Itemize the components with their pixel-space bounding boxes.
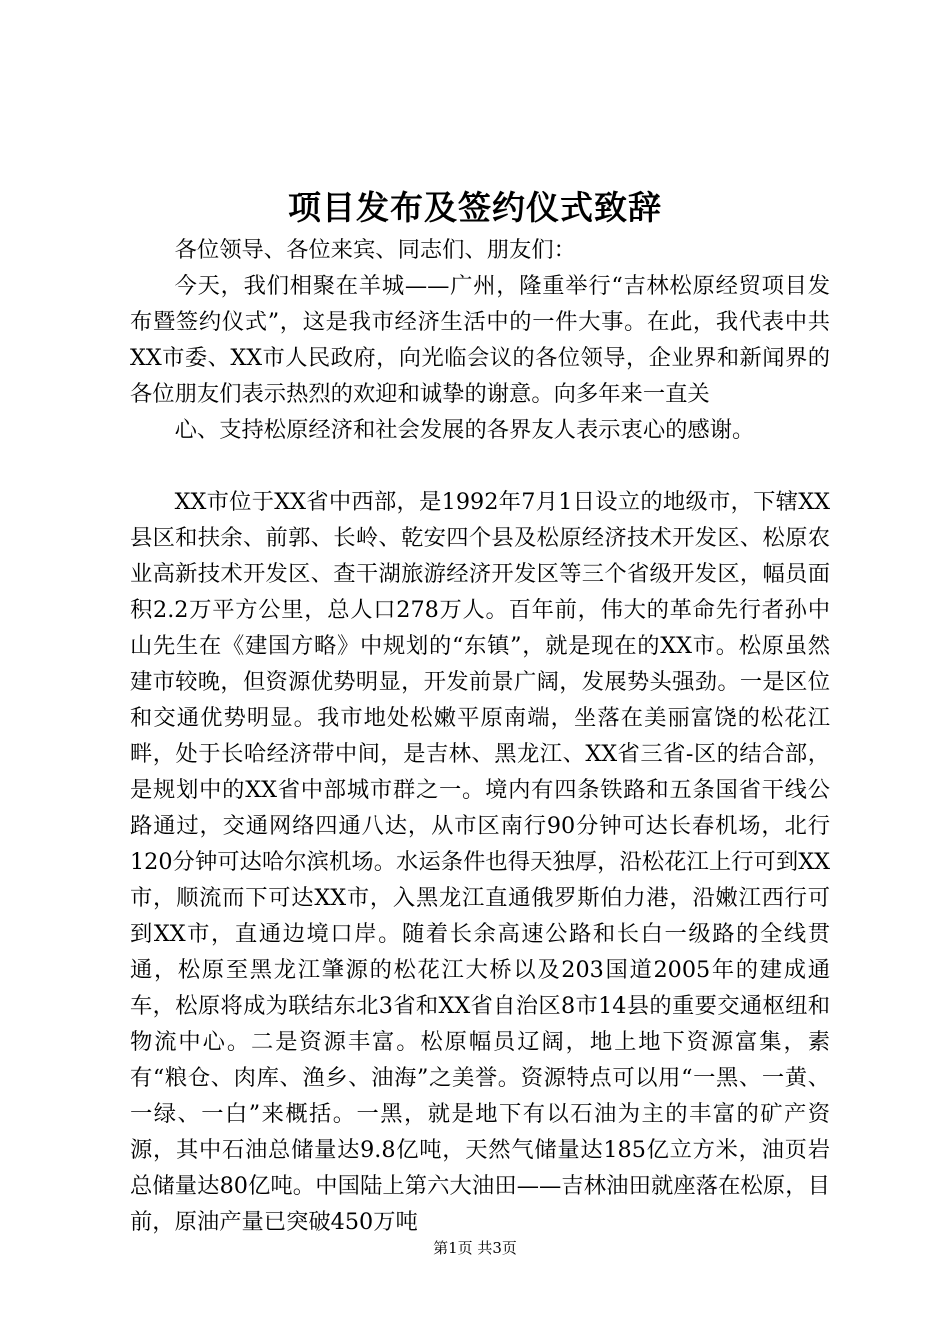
document-title: 项目发布及签约仪式致辞 [288,188,662,227]
salutation: 各位领导、各位来宾、同志们、朋友们： [174,237,576,263]
document-body [130,232,830,1240]
paragraph-welcome: 今天，我们相聚在羊城——广州，隆重举行“吉林松原经贸项目发布暨签约仪式”，这是我市经济生活中的一件大事。在此，我代表中共XX市委、XX市人民政府，向光临会议的各位领导，企业界和新闻界的各位朋友们表示热烈的欢迎和诚挚的谢意。向多年来一直关 [130,273,830,407]
paragraph-thanks: 心、支持松原经济和社会发展的各界友人表示衷心的感谢。 [174,417,755,443]
page-number: 第1页 共3页 [433,1239,517,1257]
paragraph-city-intro: XX市位于XX省中西部，是1992年7月1日设立的地级市，下辖XX县区和扶余、前郭、长岭、乾安四个县及松原经济技术开发区、松原农业高新技术开发区、查干湖旅游经济开发区等三个省级开发区，幅员面积2.2万平方公里，总人口278万人。百年前，伟大的革命先行者孙中山先生在《建国方略》中规划的“东镇”，就是现在的XX市。松原虽然建市较晚，但资源优势明显，开发前景广阔，发展势头强劲。一是区位和交通优势明显。我市地处松嫩平原南端，坐落在美丽富饶的松花江畔，处于长哈经济带中间，是吉林、黑龙江、XX省三省-区的结合部，是规划中的XX省中部城市群之一。境内有四条铁路和五条国省干线公路通过，交通网络四通八达，从市区南行90分钟可达长春机场，北行120分钟可达哈尔滨机场。水运条件也得天独厚，沿松花江上行可到XX市，顺流而下可达XX市，入黑龙江直通俄罗斯伯力港，沿嫩江西行可到XX市，直通边境口岸。随着长余高速公路和长白一级路的全线贯通，松原至黑龙江肇源的松花江大桥以及203国道2005年的建成通车，松原将成为联结东北3省和XX省自治区8市14县的重要交通枢纽和物流中心。二是资源丰富。松原幅员辽阔，地上地下资源富集，素有“粮仓、肉库、渔乡、油海”之美誉。资源特点可以用“一黑、一黄、一绿、一白”来概括。一黑，就是地下有以石油为主的丰富的矿产资源，其中石油总储量达9.8亿吨，天然气储量达185亿立方米，油页岩总储量达80亿吨。中国陆上第六大油田——吉林油田就座落在松原，目前，原油产量已突破450万吨 [130,489,830,1235]
